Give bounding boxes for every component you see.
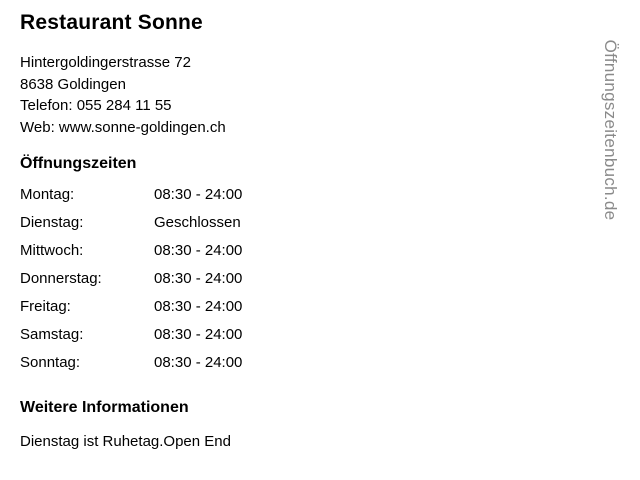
table-row <box>20 326 242 354</box>
table-row <box>20 214 242 242</box>
more-information-text: Dienstag ist Ruhetag.Open End <box>20 433 231 450</box>
more-information-heading: Weitere Informationen <box>20 399 189 416</box>
address-street: Hintergoldingerstrasse 72 <box>20 54 191 71</box>
page-title: Restaurant Sonne <box>20 11 203 34</box>
card-content <box>20 10 580 452</box>
hours-time: 08:30 - 24:00 <box>154 354 243 371</box>
table-row <box>20 186 242 214</box>
hours-day: Donnerstag: <box>20 270 102 287</box>
table-row <box>20 270 242 298</box>
watermark <box>600 0 640 480</box>
hours-day: Freitag: <box>20 298 71 315</box>
address-phone: Telefon: 055 284 11 55 <box>20 97 172 114</box>
hours-time: 08:30 - 24:00 <box>154 186 243 203</box>
opening-hours-table <box>20 186 242 382</box>
hours-time: Geschlossen <box>154 214 241 231</box>
hours-day: Montag: <box>20 186 75 203</box>
hours-day: Mittwoch: <box>20 242 84 259</box>
address-web: Web: www.sonne-goldingen.ch <box>20 118 226 136</box>
address-block <box>20 52 580 138</box>
opening-hours-heading: Öffnungszeiten <box>20 155 137 172</box>
watermark-label: Öffnungszeitenbuch.de <box>601 39 620 221</box>
hours-day: Dienstag: <box>20 214 84 231</box>
hours-day: Samstag: <box>20 326 84 343</box>
hours-time: 08:30 - 24:00 <box>154 270 243 287</box>
table-row <box>20 354 242 382</box>
hours-time: 08:30 - 24:00 <box>154 298 243 315</box>
table-row <box>20 298 242 326</box>
hours-time: 08:30 - 24:00 <box>154 326 243 343</box>
hours-time: 08:30 - 24:00 <box>154 242 243 259</box>
address-city: 8638 Goldingen <box>20 75 126 93</box>
hours-day: Sonntag: <box>20 354 81 371</box>
table-row <box>20 242 242 270</box>
